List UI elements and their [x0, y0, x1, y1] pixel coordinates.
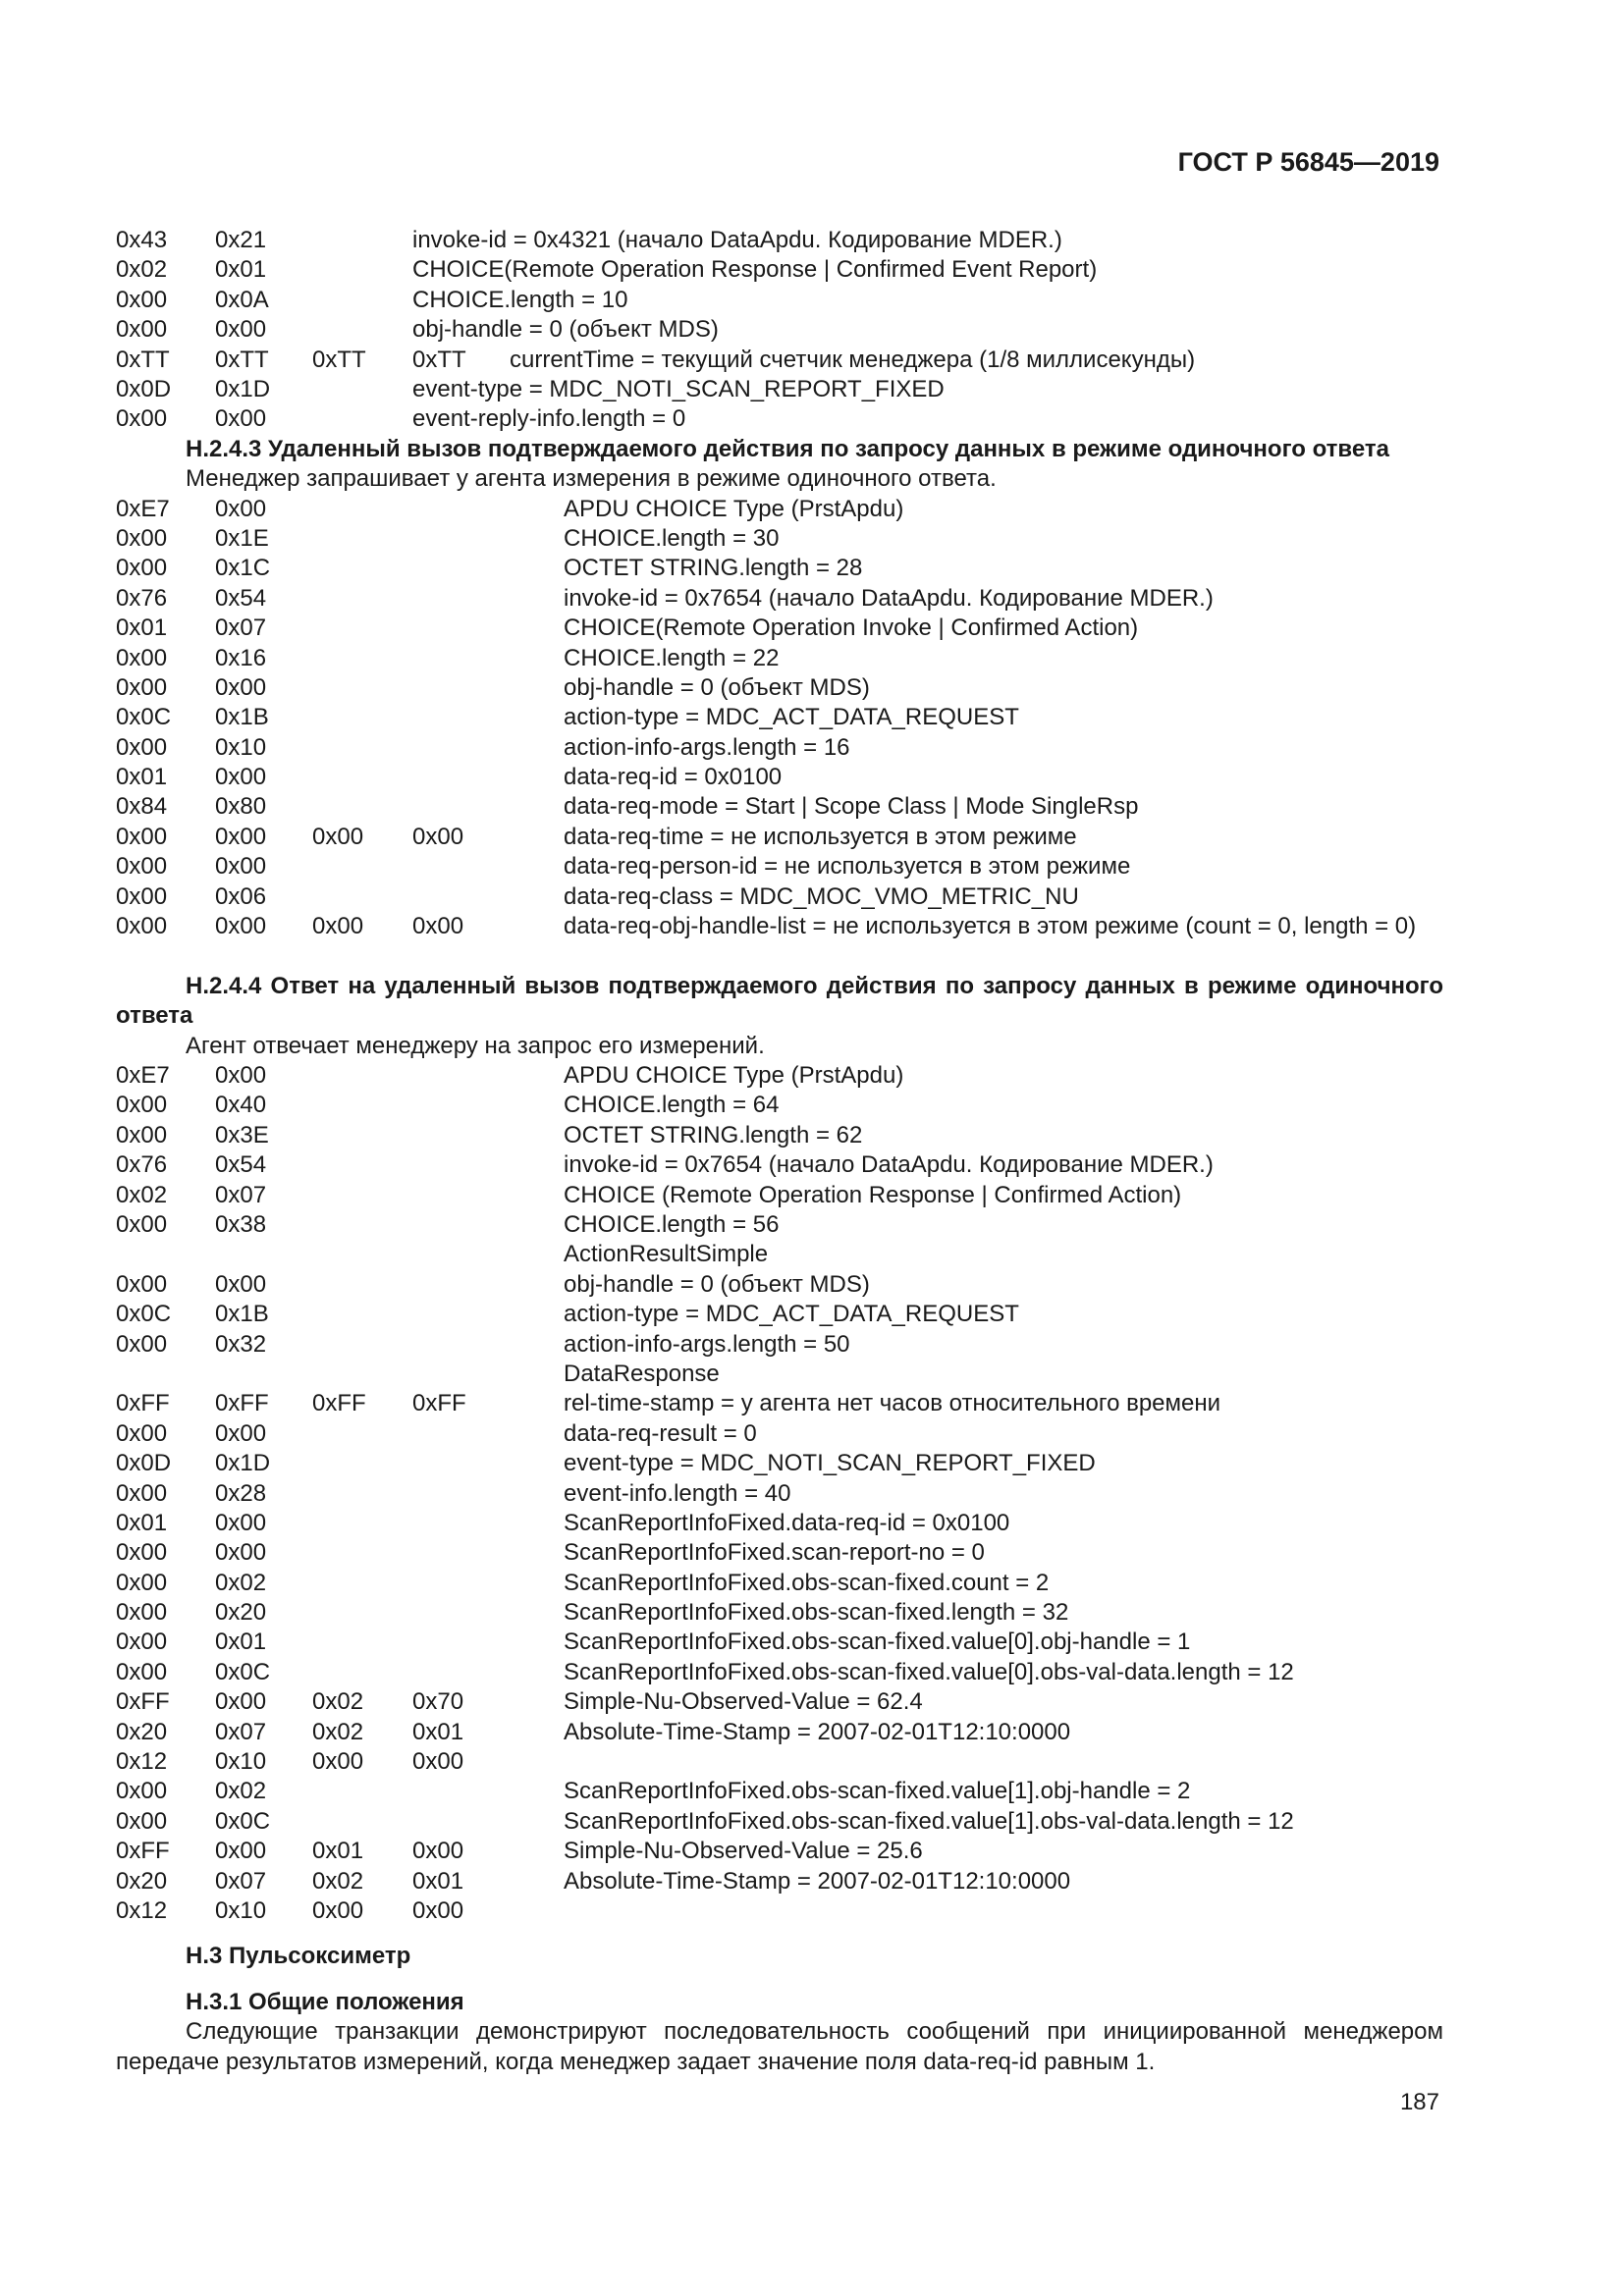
hex-row: [116, 1121, 1443, 1150]
hex-byte-1: 0x02: [116, 256, 168, 284]
hex-description: event-reply-info.length = 0: [412, 405, 686, 433]
hex-byte-1: 0x00: [116, 673, 168, 701]
hex-row: [116, 1628, 1443, 1657]
hex-byte-1: 0x00: [116, 913, 168, 940]
hex-byte-1: 0x0C: [116, 1301, 172, 1328]
hex-description: CHOICE.length = 10: [412, 286, 628, 313]
hex-row: [116, 495, 1443, 524]
hex-byte-2: 0x00: [215, 823, 267, 850]
hex-byte-1: 0x00: [116, 524, 168, 552]
hex-byte-3: 0x02: [312, 1688, 364, 1716]
hex-byte-4: 0xFF: [412, 1390, 466, 1417]
hex-byte-2: 0x00: [215, 764, 267, 791]
hex-description: currentTime = текущий счетчик менеджера (1/8 миллисекунды): [510, 346, 1196, 373]
hex-description: ScanReportInfoFixed.obs-scan-fixed.count = 2: [564, 1569, 1050, 1596]
hex-byte-2: 0x01: [215, 256, 267, 284]
hex-description: event-info.length = 40: [564, 1479, 791, 1507]
hex-description: action-type = MDC_ACT_DATA_REQUEST: [564, 1301, 1019, 1328]
hex-byte-2: 0x00: [215, 1539, 267, 1567]
hex-row: [116, 584, 1443, 614]
hex-byte-1: 0x12: [116, 1896, 168, 1924]
hex-byte-2: 0x54: [215, 584, 267, 612]
hex-row: [116, 614, 1443, 643]
hex-byte-1: 0xFF: [116, 1688, 170, 1716]
hex-description: event-type = MDC_NOTI_SCAN_REPORT_FIXED: [412, 375, 945, 402]
hex-description: data-req-class = MDC_MOC_VMO_METRIC_NU: [564, 882, 1079, 910]
hex-description: CHOICE (Remote Operation Response | Confirmed Action): [564, 1181, 1182, 1208]
hex-byte-1: 0xE7: [116, 1062, 170, 1090]
hex-row: [116, 703, 1443, 732]
hex-description: CHOICE(Remote Operation Response | Confirmed Event Report): [412, 256, 1098, 284]
hex-row: [116, 644, 1443, 673]
hex-byte-2: 0x00: [215, 853, 267, 881]
hex-byte-1: 0x00: [116, 882, 168, 910]
hex-byte-3: 0x02: [312, 1867, 364, 1895]
hex-byte-1: 0x00: [116, 823, 168, 850]
hex-row: [116, 1509, 1443, 1538]
hex-description: data-req-result = 0: [564, 1419, 757, 1447]
hex-row: [116, 1658, 1443, 1687]
hex-description: Simple-Nu-Observed-Value = 25.6: [564, 1838, 923, 1865]
hex-row: [116, 1061, 1443, 1091]
hex-byte-1: 0xE7: [116, 495, 170, 522]
hex-description: obj-handle = 0 (объект MDS): [564, 673, 870, 701]
hex-row: [116, 554, 1443, 583]
hex-byte-1: 0x00: [116, 1539, 168, 1567]
hex-byte-1: 0x01: [116, 764, 168, 791]
hex-byte-4: 0x00: [412, 1838, 464, 1865]
hex-row: [116, 1181, 1443, 1210]
hex-byte-1: 0x0D: [116, 375, 172, 402]
hex-row: [116, 1718, 1443, 1747]
hex-byte-1: 0x00: [116, 1479, 168, 1507]
hex-byte-4: 0x00: [412, 1748, 464, 1776]
hex-description: OCTET STRING.length = 28: [564, 555, 863, 582]
hex-description: ActionResultSimple: [564, 1241, 769, 1268]
hex-row: [116, 673, 1443, 703]
hex-byte-2: 0x00: [215, 1062, 267, 1090]
hex-row: [116, 1150, 1443, 1180]
hex-description: obj-handle = 0 (объект MDS): [564, 1270, 870, 1298]
section-paragraph-h31: Следующие транзакции демонстрируют последовательность сообщений при инициированной менеджером передаче результатов измерений, когда менеджер задает значение поля data-req-id равным 1.: [116, 2018, 1443, 2075]
hex-description: Absolute-Time-Stamp = 2007-02-01T12:10:0000: [564, 1867, 1071, 1895]
hex-byte-4: 0x00: [412, 1896, 464, 1924]
hex-row: [116, 1538, 1443, 1568]
hex-byte-1: 0xFF: [116, 1390, 170, 1417]
hex-byte-3: 0x00: [312, 1748, 364, 1776]
hex-byte-2: 0x28: [215, 1479, 267, 1507]
hex-byte-2: 0x0A: [215, 286, 269, 313]
hex-row: [116, 1598, 1443, 1628]
hex-byte-1: 0x00: [116, 733, 168, 761]
hex-byte-2: 0x40: [215, 1092, 267, 1119]
hex-description: data-req-id = 0x0100: [564, 764, 783, 791]
hex-description: ScanReportInfoFixed.obs-scan-fixed.value[0].obs-val-data.length = 12: [564, 1658, 1294, 1685]
hex-byte-2: 0x0C: [215, 1658, 271, 1685]
hex-row: [116, 255, 1443, 285]
hex-row: [116, 1270, 1443, 1300]
hex-byte-2: 0x1D: [215, 375, 271, 402]
hex-byte-2: 0x54: [215, 1151, 267, 1179]
hex-byte-1: 0x00: [116, 644, 168, 671]
hex-byte-1: 0x01: [116, 614, 168, 642]
hex-byte-1: 0x43: [116, 227, 168, 253]
hex-byte-2: 0x07: [215, 614, 267, 642]
hex-byte-1: 0x00: [116, 1210, 168, 1238]
hex-row: [116, 315, 1443, 345]
hex-description: action-type = MDC_ACT_DATA_REQUEST: [564, 704, 1019, 731]
hex-byte-2: 0x02: [215, 1569, 267, 1596]
hex-row: [116, 823, 1443, 852]
hex-byte-1: 0x00: [116, 405, 168, 433]
hex-byte-2: 0x1E: [215, 524, 269, 552]
hex-row: [116, 912, 1443, 972]
hex-description: ScanReportInfoFixed.data-req-id = 0x0100: [564, 1509, 1010, 1536]
hex-byte-2: 0x00: [215, 1270, 267, 1298]
section-heading-h3: H.3 Пульсоксиметр: [186, 1943, 411, 1970]
hex-byte-1: 0x00: [116, 1419, 168, 1447]
hex-byte-1: 0x00: [116, 853, 168, 881]
hex-byte-1: 0x00: [116, 1121, 168, 1148]
hex-byte-1: 0x00: [116, 1629, 168, 1656]
hex-byte-1: 0x84: [116, 793, 168, 821]
hex-row: [116, 1867, 1443, 1896]
hex-description: Simple-Nu-Observed-Value = 62.4: [564, 1688, 923, 1716]
hex-byte-1: 0x20: [116, 1867, 168, 1895]
hex-byte-3: 0x02: [312, 1718, 364, 1745]
section-intro-h243: Менеджер запрашивает у агента измерения в режиме одиночного ответа.: [186, 465, 997, 493]
hex-row: [116, 404, 1443, 434]
hex-row: [116, 1479, 1443, 1509]
hex-byte-2: 0x00: [215, 1688, 267, 1716]
hex-byte-3: 0x01: [312, 1838, 364, 1865]
hex-row: [116, 1360, 1443, 1389]
hex-description: data-req-person-id = не используется в этом режиме: [564, 853, 1131, 881]
hex-byte-1: 0xTT: [116, 346, 170, 373]
section-subheading-h31: H.3.1 Общие положения: [186, 1988, 464, 2015]
hex-byte-1: 0x02: [116, 1181, 168, 1208]
hex-description: ScanReportInfoFixed.obs-scan-fixed.value[0].obj-handle = 1: [564, 1629, 1191, 1656]
hex-row: [116, 763, 1443, 792]
hex-description: DataResponse: [564, 1360, 720, 1387]
hex-description: action-info-args.length = 16: [564, 733, 850, 761]
hex-byte-1: 0x00: [116, 1092, 168, 1119]
hex-description: CHOICE.length = 30: [564, 524, 780, 552]
hex-byte-2: 0x10: [215, 733, 267, 761]
hex-byte-2: 0x00: [215, 495, 267, 522]
page-number: 187: [1399, 2089, 1439, 2115]
hex-byte-2: 0x20: [215, 1599, 267, 1627]
hex-byte-2: 0x00: [215, 1509, 267, 1536]
hex-byte-3: 0xTT: [312, 346, 366, 373]
hex-row: [116, 792, 1443, 822]
hex-byte-2: 0x01: [215, 1629, 267, 1656]
hex-description: APDU CHOICE Type (PrstApdu): [564, 1062, 904, 1090]
hex-byte-2: 0x00: [215, 316, 267, 344]
hex-row: [116, 375, 1443, 404]
hex-byte-1: 0x12: [116, 1748, 168, 1776]
hex-byte-4: 0x01: [412, 1867, 464, 1895]
hex-byte-3: 0xFF: [312, 1390, 366, 1417]
hex-byte-1: 0x00: [116, 1778, 168, 1805]
document-header: ГОСТ Р 56845—2019: [1177, 147, 1439, 177]
hex-byte-2: 0x00: [215, 673, 267, 701]
hex-byte-1: 0x76: [116, 1151, 168, 1179]
hex-byte-2: 0x07: [215, 1718, 267, 1745]
hex-description: action-info-args.length = 50: [564, 1330, 850, 1358]
hex-row: [116, 1091, 1443, 1120]
hex-byte-1: 0x00: [116, 1658, 168, 1685]
hex-description: CHOICE.length = 64: [564, 1092, 780, 1119]
hex-row: [116, 1389, 1443, 1418]
hex-byte-1: 0x76: [116, 584, 168, 612]
hex-byte-4: 0x00: [412, 913, 464, 940]
hex-byte-2: 0x1D: [215, 1450, 271, 1477]
hex-row: [116, 346, 1443, 375]
hex-row: [116, 286, 1443, 315]
hex-row: [116, 882, 1443, 912]
hex-description: obj-handle = 0 (объект MDS): [412, 316, 719, 344]
hex-byte-2: 0x06: [215, 882, 267, 910]
hex-description: ScanReportInfoFixed.obs-scan-fixed.length = 32: [564, 1599, 1069, 1627]
hex-row: [116, 733, 1443, 763]
hex-byte-2: 0x80: [215, 793, 267, 821]
section-heading-h244: H.2.4.4 Ответ на удаленный вызов подтверждаемого действия по запросу данных в режиме одиночного ответа: [116, 972, 1443, 1030]
hex-byte-2: 0x07: [215, 1867, 267, 1895]
hex-row: [116, 1449, 1443, 1478]
hex-description: CHOICE.length = 22: [564, 644, 780, 671]
hex-byte-3: 0x00: [312, 913, 364, 940]
hex-byte-2: 0x21: [215, 227, 267, 253]
page-content: [116, 226, 1443, 2077]
hex-description: invoke-id = 0x7654 (начало DataApdu. Кодирование MDER.): [564, 584, 1214, 612]
hex-row: [116, 1896, 1443, 1926]
hex-byte-3: 0x00: [312, 823, 364, 850]
hex-byte-2: 0x00: [215, 913, 267, 940]
hex-byte-1: 0x00: [116, 286, 168, 313]
hex-byte-4: 0xTT: [412, 346, 466, 373]
hex-byte-1: 0x20: [116, 1718, 168, 1745]
hex-byte-2: 0x00: [215, 1419, 267, 1447]
hex-byte-4: 0x00: [412, 823, 464, 850]
hex-byte-2: 0x1C: [215, 555, 271, 582]
hex-block-event-report: [116, 226, 1443, 435]
hex-byte-4: 0x70: [412, 1688, 464, 1716]
hex-byte-2: 0x3E: [215, 1121, 269, 1148]
hex-byte-2: 0x00: [215, 1838, 267, 1865]
hex-byte-1: 0x00: [116, 1599, 168, 1627]
hex-row: [116, 852, 1443, 881]
hex-row: [116, 1687, 1443, 1717]
hex-row: [116, 1747, 1443, 1777]
hex-byte-1: 0x00: [116, 555, 168, 582]
hex-byte-2: 0x1B: [215, 704, 269, 731]
hex-row: [116, 1419, 1443, 1449]
hex-description: CHOICE(Remote Operation Invoke | Confirmed Action): [564, 614, 1139, 642]
hex-byte-1: 0x01: [116, 1509, 168, 1536]
hex-block-data-response: [116, 1061, 1443, 1926]
hex-row: [116, 1777, 1443, 1806]
hex-description: invoke-id = 0x4321 (начало DataApdu. Кодирование MDER.): [412, 227, 1062, 253]
hex-row: [116, 524, 1443, 554]
hex-byte-1: 0x00: [116, 316, 168, 344]
hex-row: [116, 226, 1443, 255]
hex-row: [116, 1300, 1443, 1329]
hex-byte-1: 0xFF: [116, 1838, 170, 1865]
section-intro-h244: Агент отвечает менеджеру на запрос его измерений.: [186, 1032, 765, 1059]
hex-byte-2: 0x1B: [215, 1301, 269, 1328]
hex-row: [116, 1837, 1443, 1866]
hex-description: data-req-obj-handle-list = не используется в этом режиме (count = 0, length = 0): [564, 913, 1417, 940]
hex-description: ScanReportInfoFixed.obs-scan-fixed.value[1].obs-val-data.length = 12: [564, 1807, 1294, 1835]
hex-row: [116, 1240, 1443, 1269]
hex-byte-2: 0x02: [215, 1778, 267, 1805]
hex-description: APDU CHOICE Type (PrstApdu): [564, 495, 904, 522]
hex-description: rel-time-stamp = у агента нет часов относительного времени: [564, 1390, 1221, 1417]
hex-description: event-type = MDC_NOTI_SCAN_REPORT_FIXED: [564, 1450, 1096, 1477]
hex-description: data-req-mode = Start | Scope Class | Mode SingleRsp: [564, 793, 1139, 821]
hex-byte-2: 0x0C: [215, 1807, 271, 1835]
hex-byte-2: 0x10: [215, 1748, 267, 1776]
hex-byte-2: 0x00: [215, 405, 267, 433]
hex-byte-1: 0x00: [116, 1569, 168, 1596]
section-heading-h243: H.2.4.3 Удаленный вызов подтверждаемого действия по запросу данных в режиме одиночного ответа: [186, 435, 1389, 462]
hex-byte-2: 0x10: [215, 1896, 267, 1924]
hex-row: [116, 1210, 1443, 1240]
hex-byte-4: 0x01: [412, 1718, 464, 1745]
hex-byte-3: 0x00: [312, 1896, 364, 1924]
hex-description: data-req-time = не используется в этом режиме: [564, 823, 1077, 850]
hex-row: [116, 1569, 1443, 1598]
hex-description: ScanReportInfoFixed.scan-report-no = 0: [564, 1539, 985, 1567]
hex-description: invoke-id = 0x7654 (начало DataApdu. Кодирование MDER.): [564, 1151, 1214, 1179]
hex-description: Absolute-Time-Stamp = 2007-02-01T12:10:0000: [564, 1718, 1071, 1745]
hex-row: [116, 1330, 1443, 1360]
hex-byte-1: 0x0C: [116, 704, 172, 731]
hex-byte-2: 0x07: [215, 1181, 267, 1208]
hex-byte-1: 0x00: [116, 1807, 168, 1835]
hex-byte-1: 0x00: [116, 1270, 168, 1298]
hex-byte-2: 0x32: [215, 1330, 267, 1358]
hex-description: CHOICE.length = 56: [564, 1210, 780, 1238]
hex-byte-2: 0x38: [215, 1210, 267, 1238]
hex-description: ScanReportInfoFixed.obs-scan-fixed.value[1].obj-handle = 2: [564, 1778, 1191, 1805]
hex-block-data-request: [116, 495, 1443, 972]
hex-byte-2: 0xFF: [215, 1390, 269, 1417]
hex-byte-2: 0x16: [215, 644, 267, 671]
hex-row: [116, 1807, 1443, 1837]
hex-description: OCTET STRING.length = 62: [564, 1121, 863, 1148]
hex-byte-1: 0x0D: [116, 1450, 172, 1477]
hex-byte-1: 0x00: [116, 1330, 168, 1358]
hex-byte-2: 0xTT: [215, 346, 269, 373]
